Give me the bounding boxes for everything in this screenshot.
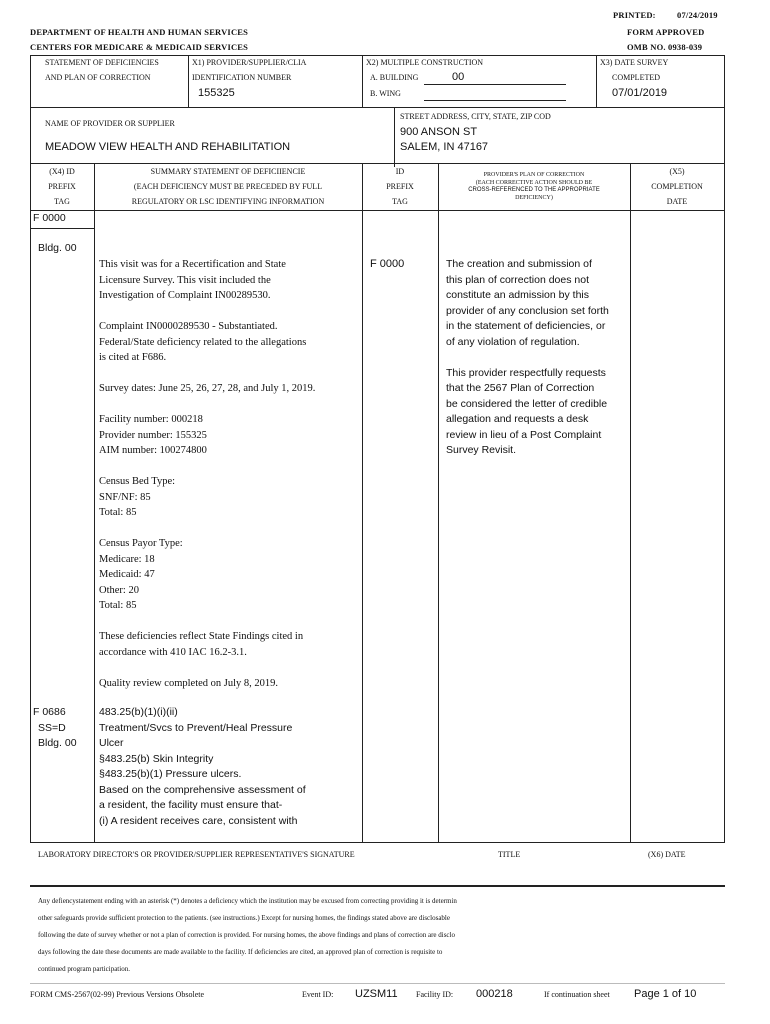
plan-of-correction [446, 257, 628, 474]
form-approved: FORM APPROVED [627, 27, 705, 37]
building-label: A. BUILDING [370, 73, 419, 82]
address-line-1: 900 ANSON ST [400, 126, 478, 138]
summary-paragraph-3: Survey dates: June 25, 26, 27, 28, and July 1, 2019. [99, 383, 316, 394]
title-label: TITLE [498, 850, 521, 859]
address-label: STREET ADDRESS, CITY, STATE, ZIP COD [400, 112, 551, 121]
printed-label: PRINTED: [613, 10, 656, 20]
x3-label-2: COMPLETED [612, 73, 660, 82]
disclaimer-line-2: other safeguards provide sufficient protection to the patients. (see instructions.) Except for nursing homes, the findings stated above are disclosable [38, 914, 450, 922]
bldg-00-f686: Bldg. 00 [38, 737, 77, 749]
summary-paragraph-6: Census Payor Type: Medicare: 18 Medicaid: 47 Other: 20 Total: 85 [99, 538, 183, 611]
col-x4-2: PREFIX [48, 182, 76, 191]
summary-statement [99, 257, 361, 707]
col-x4-3: TAG [54, 197, 70, 206]
col-id-1: ID [395, 167, 405, 176]
col-x4-1: (X4) ID [49, 167, 75, 176]
disclaimer-line-1: Any defiencystatement ending with an asterisk (*) denotes a deficiency which the institution may be excused from correcting providing it is determin [38, 897, 457, 905]
x2-label: X2) MULTIPLE CONSTRUCTION [366, 58, 484, 67]
col-plan-header [438, 172, 630, 202]
omb-number: OMB NO. 0938-039 [627, 42, 703, 52]
summary-paragraph-8: Quality review completed on July 8, 2019. [99, 677, 279, 689]
provider-name: MEADOW VIEW HEALTH AND REHABILITATION [45, 141, 291, 153]
col-plan-1: PROVIDER'S PLAN OF CORRECTION [483, 172, 585, 178]
summary-paragraph-5: Census Bed Type: SNF/NF: 85 Total: 85 [99, 476, 176, 518]
summary-paragraph-2: Complaint IN0000289530 - Substantiated. Federal/State deficiency related to the allegations is cited at F686. [99, 321, 307, 363]
summary-paragraph-4: Facility number: 000218 Provider number: 155325 AIM number: 100274800 [99, 414, 207, 456]
plan-paragraph-1: The creation and submission of this plan of correction does not constitute an admission by this provider of any conclusion set forth in the statement of deficiencies, or of any violation of regulation. [446, 258, 609, 348]
x1-label-1: X1) PROVIDER/SUPPLIER/CLIA [192, 58, 307, 67]
provider-id-value: 155325 [198, 87, 235, 99]
statement-label-1: STATEMENT OF DEFICIENCIES [45, 58, 159, 67]
wing-label: B. WING [370, 89, 401, 98]
footer-continuation: If continuation sheet [544, 990, 610, 999]
disclaimer-line-5: continued program participation. [38, 965, 130, 973]
provider-name-label: NAME OF PROVIDER OR SUPPLIER [45, 119, 175, 128]
footer-event-label: Event ID: [302, 990, 334, 999]
footer-event-value: UZSM11 [355, 988, 398, 1000]
footer-facility-label: Facility ID: [416, 990, 454, 999]
survey-date-value: 07/01/2019 [612, 87, 668, 99]
id-tag-f0000: F 0000 [370, 258, 405, 270]
tag-f0000: F 0000 [33, 212, 66, 224]
x6-date-label: (X6) DATE [648, 850, 686, 859]
col-x5-2: COMPLETION [651, 182, 703, 191]
col-id-3: TAG [392, 197, 408, 206]
col-summary-3: REGULATORY OR LSC IDENTIFYING INFORMATION [131, 197, 325, 206]
col-x5-1: (X5) [669, 167, 685, 176]
col-id-2: PREFIX [386, 182, 414, 191]
bldg-00: Bldg. 00 [38, 242, 77, 254]
summary-paragraph-1: This visit was for a Recertification and State Licensure Survey. This visit included the Investigation of Complaint IN00289530. [99, 259, 286, 301]
col-summary-2: (EACH DEFICIENCY MUST BE PRECEDED BY FULL [133, 182, 323, 191]
footer-page-number: Page 1 of 10 [634, 988, 697, 1000]
centers-title: CENTERS FOR MEDICARE & MEDICAID SERVICES [30, 42, 249, 52]
building-value: 00 [452, 71, 465, 83]
plan-paragraph-2: This provider respectfully requests that the 2567 Plan of Correction be considered the letter of credible allegation and requests a desk review in lieu of a Post Complaint Survey Revisit. [446, 366, 608, 456]
col-plan-3: CROSS-REFERENCED TO THE APPROPRIATE [468, 187, 600, 193]
f686-text: 483.25(b)(1)(i)(ii) Treatment/Svcs to Prevent/Heal Pressure Ulcer §483.25(b) Skin Integrity §483.25(b)(1) Pressure ulcers. Based on the comprehensive assessment of a resident, the facility must ensure that- (i) A resident receives care, consistent with [99, 706, 306, 827]
department-title: DEPARTMENT OF HEALTH AND HUMAN SERVICES [30, 27, 249, 37]
col-plan-4: DEFICIENCY) [515, 194, 553, 201]
address-line-2: SALEM, IN 47167 [400, 141, 489, 153]
disclaimer-line-4: days following the date these documents are made available to the facility. If deficiencies are cited, an approved plan of correction is requisite to [38, 948, 443, 956]
disclaimer [38, 893, 457, 978]
ss-d: SS=D [38, 722, 66, 734]
col-plan-2: (EACH CORRECTIVE ACTION SHOULD BE [475, 179, 593, 186]
col-summary-1: SUMMARY STATEMENT OF DEFICIIENCIE [150, 167, 306, 176]
footer-form: FORM CMS-2567(02-99) Previous Versions Obsolete [30, 990, 205, 999]
x3-label: X3) DATE SURVEY [600, 58, 669, 67]
disclaimer-line-3: following the date of survey whether or not a plan of correction is provided. For nursing homes, the above findings and plans of correction are disclo [38, 931, 455, 939]
col-x5-3: DATE [666, 197, 688, 206]
signature-label: LABORATORY DIRECTOR'S OR PROVIDER/SUPPLIER REPRESENTATIVE'S SIGNATURE [38, 850, 355, 859]
printed-date: 07/24/2019 [677, 10, 718, 20]
x1-label-2: IDENTIFICATION NUMBER [192, 73, 292, 82]
summary-paragraph-7: These deficiencies reflect State Findings cited in accordance with 410 IAC 16.2-3.1. [99, 631, 304, 658]
statement-label-2: AND PLAN OF CORRECTION [45, 73, 151, 82]
tag-f0686: F 0686 [33, 706, 66, 718]
footer-facility-value: 000218 [476, 988, 513, 1000]
